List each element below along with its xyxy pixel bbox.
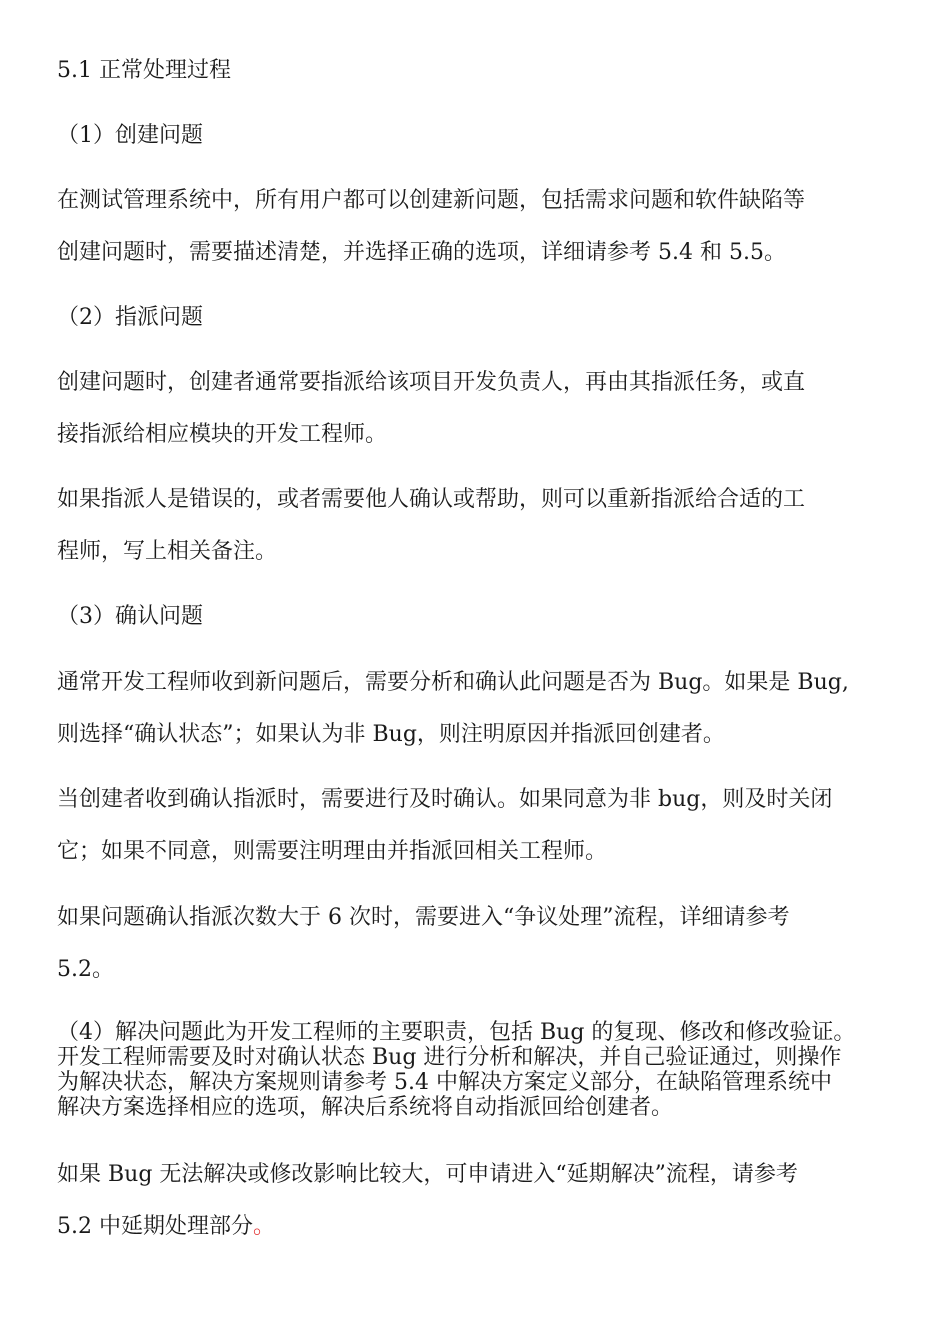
resolve-issue-line-3: 为解决状态，解决方案规则请参考 5.4 中解决方案定义部分，在缺陷管理系统中 (57, 1070, 832, 1095)
confirm-issue-paragraph-1-line-1: 通常开发工程师收到新问题后，需要分析和确认此问题是否为 Bug。如果是 Bug, (57, 670, 849, 695)
resolve-issue-line-2: 开发工程师需要及时对确认状态 Bug 进行分析和解决，并自己验证通过，则操作 (57, 1045, 842, 1070)
section-heading: 5.1 正常处理过程 (57, 58, 231, 83)
resolve-issue-paragraph-2-line-2 (57, 1214, 275, 1240)
assign-issue-heading: （2）指派问题 (57, 305, 203, 330)
confirm-issue-heading: （3）确认问题 (57, 604, 203, 629)
resolve-issue-paragraph-2-text: 5.2 中延期处理部分 (57, 1214, 253, 1239)
resolve-issue-block (57, 1020, 917, 1120)
create-issue-paragraph-line-2: 创建问题时，需要描述清楚，并选择正确的选项，详细请参考 5.4 和 5.5。 (57, 240, 786, 265)
confirm-issue-paragraph-2-line-2: 它；如果不同意，则需要注明理由并指派回相关工程师。 (57, 839, 608, 864)
confirm-issue-paragraph-2-line-1: 当创建者收到确认指派时，需要进行及时确认。如果同意为非 bug，则及时关闭 (57, 787, 833, 812)
confirm-issue-paragraph-1-line-2: 则选择“确认状态”；如果认为非 Bug，则注明原因并指派回创建者。 (57, 722, 725, 747)
red-period-mark: 。 (252, 1214, 275, 1239)
assign-issue-paragraph-1-line-2: 接指派给相应模块的开发工程师。 (57, 422, 388, 447)
resolve-issue-line-4: 解决方案选择相应的选项，解决后系统将自动指派回给创建者。 (57, 1095, 674, 1120)
create-issue-heading: （1）创建问题 (57, 123, 203, 148)
assign-issue-paragraph-2-line-1: 如果指派人是错误的，或者需要他人确认或帮助，则可以重新指派给合适的工 (57, 487, 806, 512)
confirm-issue-paragraph-3-line-1: 如果问题确认指派次数大于 6 次时，需要进入“争议处理”流程，详细请参考 (57, 905, 790, 930)
assign-issue-paragraph-2-line-2: 程师，写上相关备注。 (57, 539, 278, 564)
resolve-issue-line-1: （4）解决问题此为开发工程师的主要职责，包括 Bug 的复现、修改和修改验证。 (57, 1020, 856, 1045)
create-issue-paragraph-line-1: 在测试管理系统中，所有用户都可以创建新问题，包括需求问题和软件缺陷等 (57, 188, 806, 213)
confirm-issue-paragraph-3-line-2: 5.2。 (57, 957, 114, 982)
resolve-issue-paragraph-2-line-1: 如果 Bug 无法解决或修改影响比较大，可申请进入“延期解决”流程，请参考 (57, 1162, 798, 1187)
assign-issue-paragraph-1-line-1: 创建问题时，创建者通常要指派给该项目开发负责人，再由其指派任务，或直 (57, 370, 806, 395)
